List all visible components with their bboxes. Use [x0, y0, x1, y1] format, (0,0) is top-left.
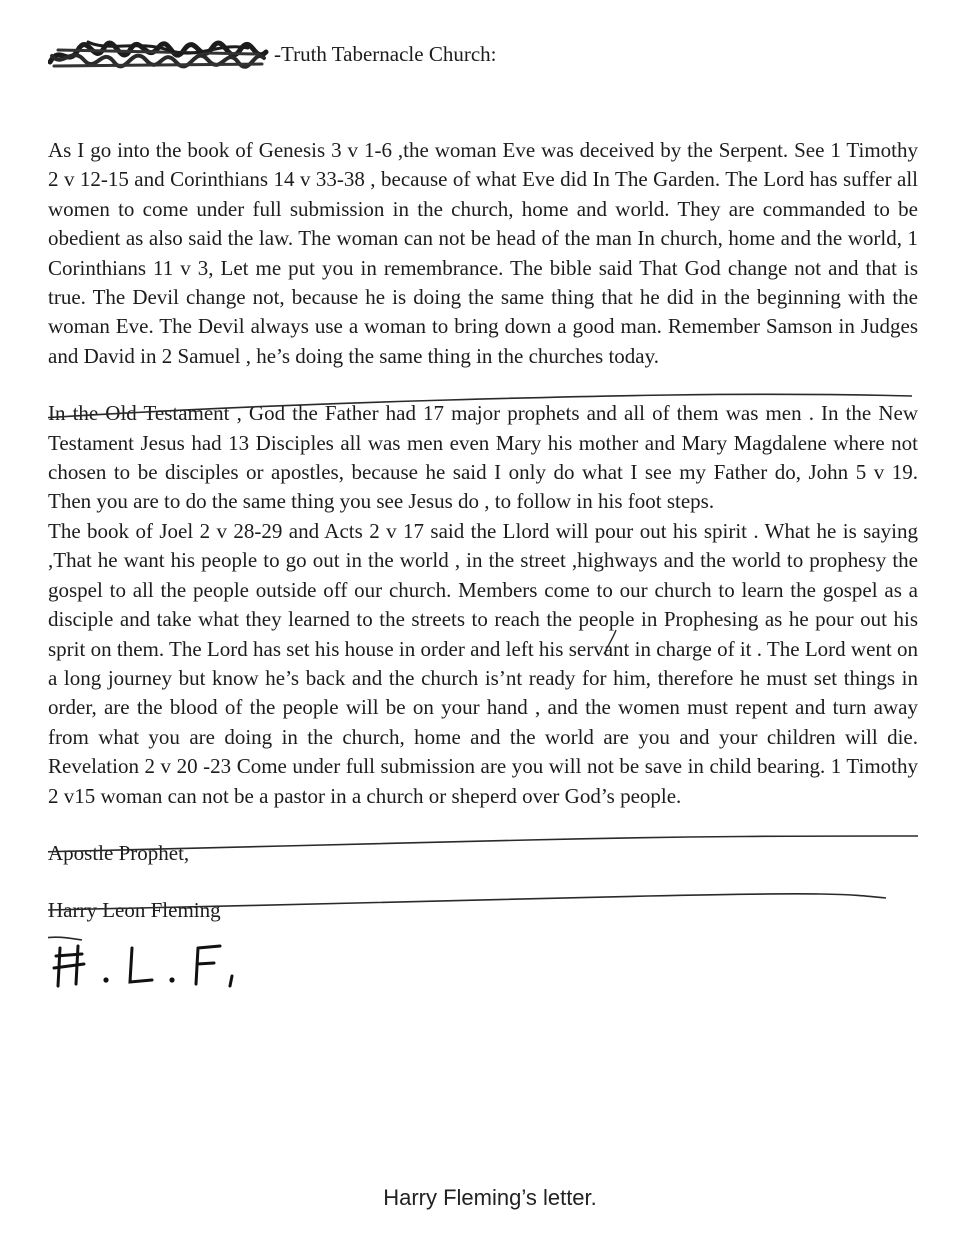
- church-heading: -Truth Tabernacle Church:: [274, 42, 497, 67]
- paragraph-testament: In the Old Testament , God the Father had 17 major prophets and all of them was men . In the New Testament Jesus had 13 Disciples all was men even Mary his mother and Mary Magdalene where not chosen to be disciples or apostles, because he said I only do what I see my Father do, John 5 v 19. Then you are to do the same thing you see Jesus do , to follow in his foot steps.: [48, 401, 918, 514]
- redacted-scribble: [48, 38, 270, 72]
- letter: [48, 18, 928, 1168]
- signer-name: Harry Leon Fleming: [48, 898, 221, 923]
- paragraph-genesis: As I go into the book of Genesis 3 v 1-6 ,the woman Eve was deceived by the Serpent. See 1 Timothy 2 v 12-15 and Corinthians 14 v 33-38 , because of what Eve did In The Garden. The Lord has suffer all women to come under full submission in the church, home and world. They are commanded to be obedient as also said the law. The woman can not be head of the man In church, home and the world, 1 Corinthians 11 v 3, Let me put you in remembrance. The bible said That God change not and that is true. The Devil change not, because he is doing the same thing that he did in the beginning with the woman Eve. The Devil always use a woman to bring down a good man. Remember Samson in Judges and David in 2 Samuel , he’s doing the same thing in the churches today.: [48, 138, 918, 368]
- image-caption: Harry Fleming’s letter.: [383, 1185, 597, 1210]
- letter-heading: [48, 38, 496, 72]
- signature-initials: [48, 934, 918, 998]
- paragraph-joel: The book of Joel 2 v 28-29 and Acts 2 v 17 said the Llord will pour out his spirit . What he is saying ,That he want his people to go out in the world , in the street ,highways and the world to prophesy the gospel to all the people outside off our church. Members come to our church to learn the gospel as a disciple and take what they learned to the streets to reach the people in Prophesing as he pour out his sprit on them. The Lord has set his house in order and left his servant in charge of it . The Lord went on a long journey but know he’s back and the church is’nt ready for him, therefore he must set things in order, are the blood of the people will be on your hand , and the women must repent and turn away from what you are doing in the church, home and the world are you and your children will die. Revelation 2 v 20 -23 Come under full submission are you will not be save in child bearing. 1 Timothy 2 v15 woman can not be a pastor in a church or sheperd over God’s people.: [48, 518, 918, 808]
- letter-body: [48, 136, 918, 998]
- signature-drawing: [48, 934, 248, 998]
- closing-title: Apostle Prophet,: [48, 840, 190, 865]
